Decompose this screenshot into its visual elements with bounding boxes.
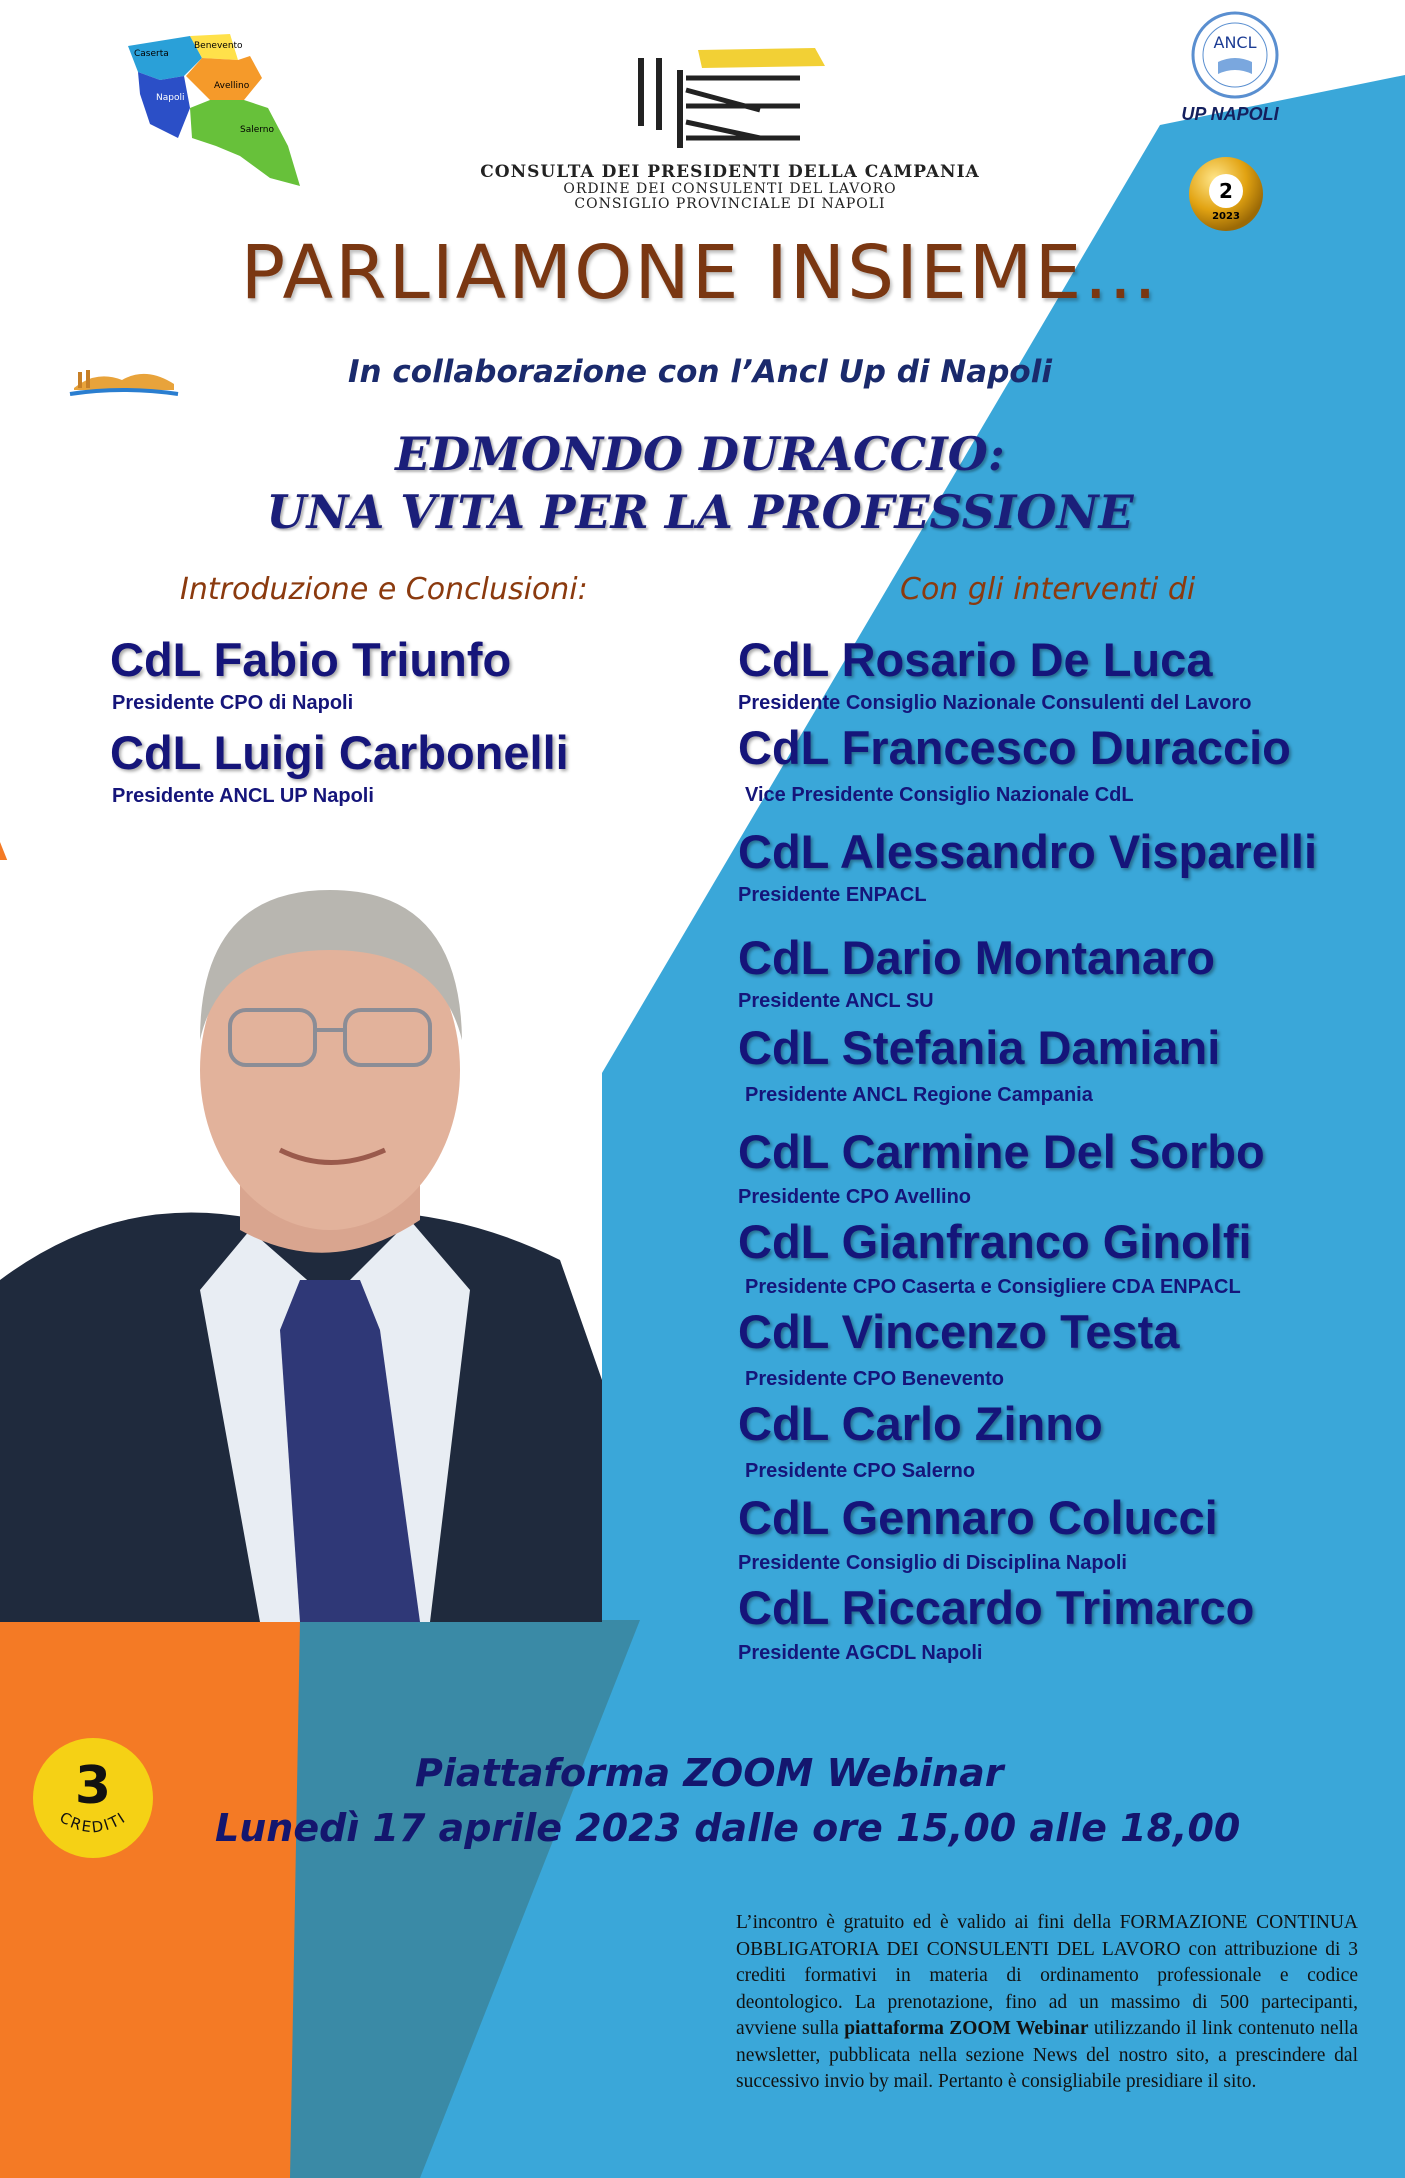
info-text-2: utilizzando il link contenuto nella newsletter, pubblicata nella sezione News del nostro sito, a prescindere dal successivo invio by mail. Pertanto è consigliabile presidiare il sito.	[736, 2018, 1358, 2092]
intro-heading: Introduzione e Conclusioni:	[180, 572, 588, 607]
platform-line: Piattaforma ZOOM Webinar	[415, 1751, 1004, 1795]
speaker-role: Vice Presidente Consiglio Nazionale CdL	[745, 784, 1134, 806]
speaker-name: CdL Gianfranco Ginolfi	[738, 1215, 1252, 1268]
speaker-role: Presidente ANCL SU	[738, 990, 934, 1012]
ball-number: 2	[1219, 179, 1233, 203]
consulta-line-3: CONSIGLIO PROVINCIALE DI NAPOLI	[574, 195, 886, 212]
event-title-line-1: EDMONDO DURACCIO:	[395, 427, 1005, 481]
consulta-logo-mark	[610, 30, 830, 160]
speaker-role: Presidente Consiglio di Disciplina Napoli	[738, 1552, 1127, 1574]
speaker-name: CdL Alessandro Visparelli	[738, 825, 1318, 878]
speaker-role: Presidente AGCDL Napoli	[738, 1642, 983, 1664]
speaker-role: Presidente ENPACL	[738, 884, 927, 906]
interventions-heading: Con gli interventi di	[900, 572, 1196, 607]
speaker-role: Presidente CPO Benevento	[745, 1368, 1004, 1390]
speaker-name: CdL Francesco Duraccio	[738, 721, 1291, 774]
small-landscape-logo	[66, 358, 181, 403]
ancl-logo	[1180, 10, 1290, 100]
event-details	[215, 1746, 1315, 1856]
billiard-ball-icon	[1187, 155, 1265, 233]
portrait-photo	[0, 860, 602, 1622]
map-label-caserta: Caserta	[134, 49, 169, 59]
map-label-salerno: Salerno	[240, 125, 275, 135]
campania-map-logo	[120, 28, 320, 193]
consulta-line-2: ORDINE DEI CONSULENTI DEL LAVORO	[563, 180, 897, 197]
speaker-role: Presidente Consiglio Nazionale Consulenti del Lavoro	[738, 692, 1252, 714]
credits-badge	[32, 1737, 154, 1859]
speaker-name: CdL Gennaro Colucci	[738, 1491, 1218, 1544]
consulta-line-1: CONSULTA DEI PRESIDENTI DELLA CAMPANIA	[480, 162, 980, 182]
event-title-line-2: UNA VITA PER LA PROFESSIONE	[266, 485, 1134, 539]
speaker-name: CdL Vincenzo Testa	[738, 1305, 1180, 1358]
map-label-benevento: Benevento	[194, 41, 243, 51]
speaker-role: Presidente ANCL Regione Campania	[745, 1084, 1093, 1106]
up-napoli-label: UP NAPOLI	[1181, 104, 1279, 124]
speaker-role: Presidente CPO Salerno	[745, 1460, 976, 1482]
intro-speaker-role: Presidente CPO di Napoli	[112, 692, 354, 714]
speaker-role: Presidente CPO Avellino	[738, 1186, 972, 1208]
speaker-name: CdL Riccardo Trimarco	[738, 1581, 1255, 1634]
speaker-name: CdL Rosario De Luca	[738, 633, 1213, 686]
map-label-avellino: Avellino	[214, 81, 250, 91]
info-text-bold: piattaforma ZOOM Webinar	[844, 2018, 1089, 2039]
intro-speaker-role: Presidente ANCL UP Napoli	[112, 785, 374, 807]
consulta-header-text	[420, 164, 1040, 211]
event-series-title: PARLIAMONE INSIEME…	[240, 230, 1160, 316]
ancl-logo-text: ANCL	[1213, 33, 1257, 52]
intro-speaker-name: CdL Fabio Triunfo	[110, 633, 512, 686]
intro-speaker-name: CdL Luigi Carbonelli	[110, 726, 569, 779]
speaker-role: Presidente CPO Caserta e Consigliere CDA ENPACL	[745, 1276, 1241, 1298]
credits-label: CREDITI	[56, 1808, 130, 1837]
credits-number: 3	[74, 1756, 112, 1816]
speaker-name: CdL Carmine Del Sorbo	[738, 1125, 1265, 1178]
speaker-name: CdL Stefania Damiani	[738, 1021, 1221, 1074]
ball-year: 2023	[1212, 211, 1240, 222]
info-text-1: L’incontro è gratuito ed è valido ai fini della FORMAZIONE CONTINUA OBBLIGATORIA DEI CONSULENTI DEL LAVORO con attribuzione di 3 crediti formativi in materia di ordinamento professionale e codice deontologico. La prenotazione, fino ad un massimo di 500 partecipanti, avviene sulla	[736, 1912, 1358, 2039]
collaboration-line: In collaborazione con l’Ancl Up di Napoli	[348, 354, 1052, 390]
info-paragraph	[736, 1910, 1358, 2096]
speaker-name: CdL Dario Montanaro	[738, 931, 1215, 984]
speaker-name: CdL Carlo Zinno	[738, 1397, 1103, 1450]
date-line: Lunedì 17 aprile 2023 dalle ore 15,00 alle 18,00	[215, 1806, 1241, 1850]
event-title	[150, 425, 1250, 541]
map-label-napoli: Napoli	[156, 93, 185, 103]
